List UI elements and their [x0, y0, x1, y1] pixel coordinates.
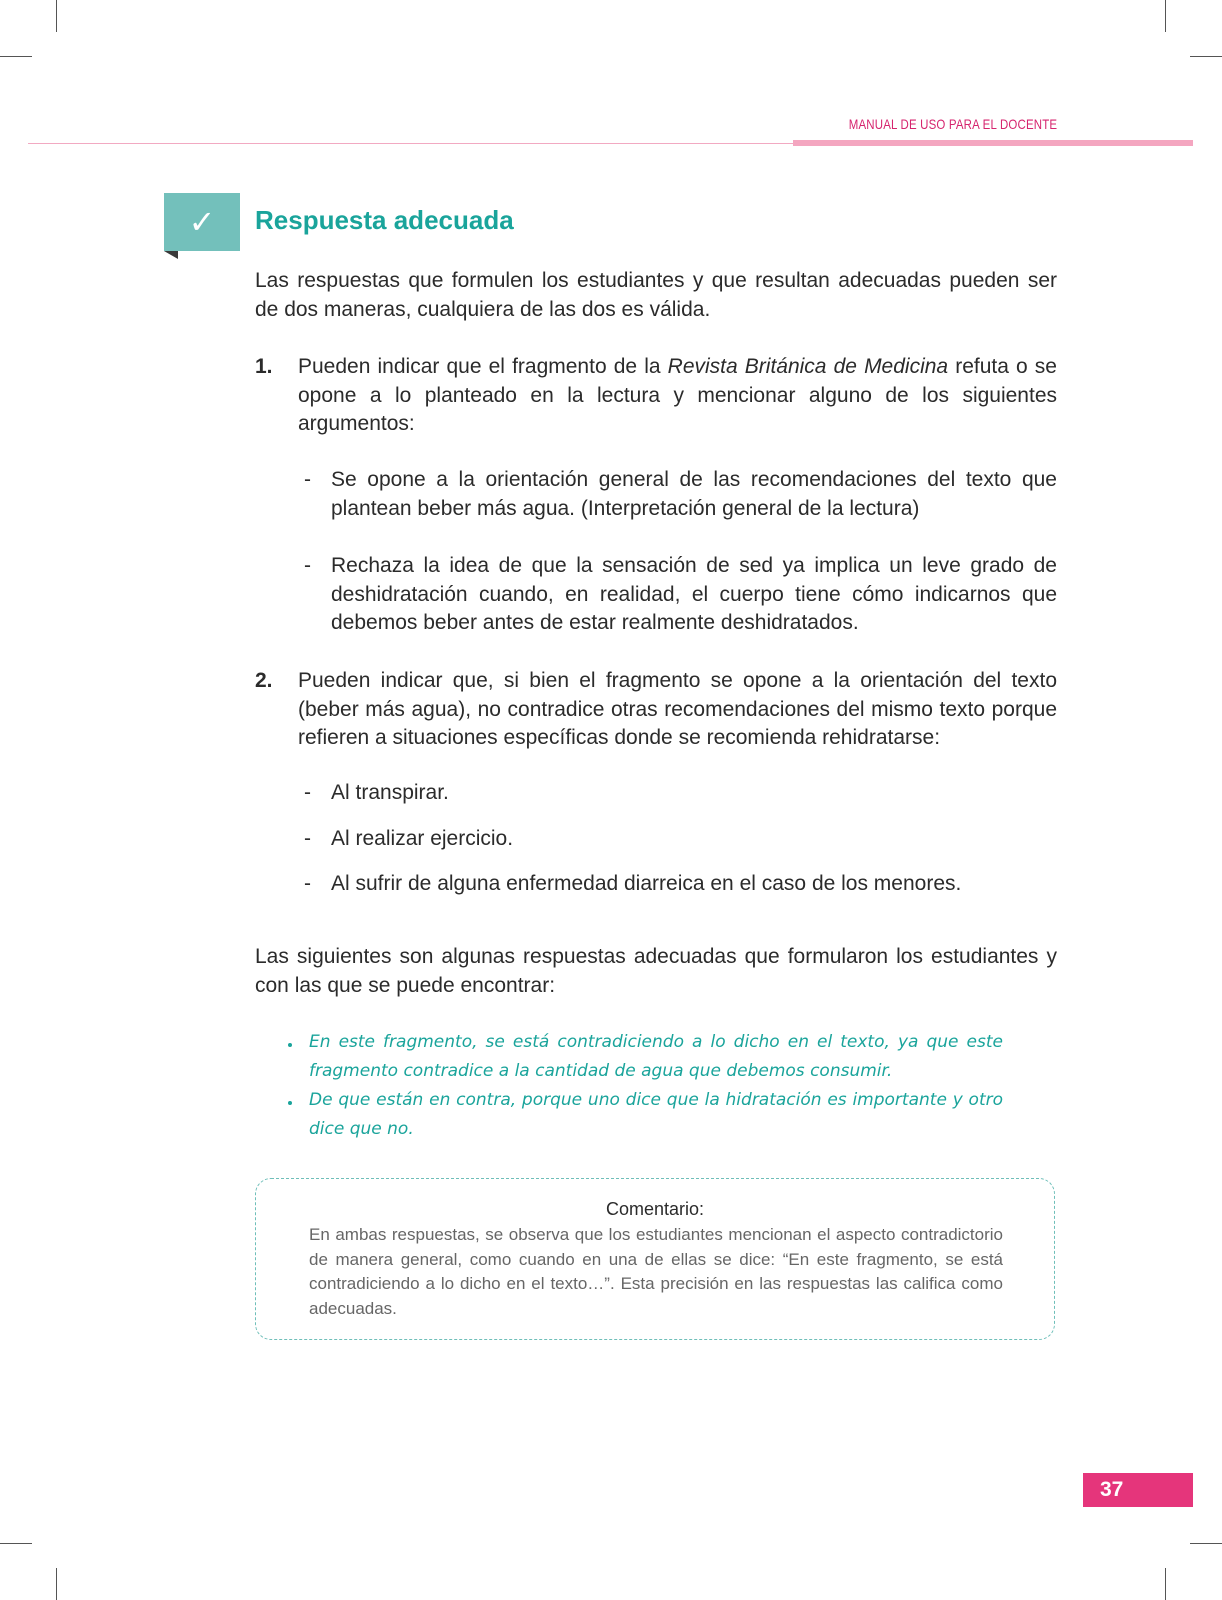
crop-mark [1165, 0, 1166, 32]
section-title: Respuesta adecuada [255, 205, 514, 235]
item-text [298, 353, 1057, 439]
bullet-dot [288, 1043, 292, 1047]
crop-mark [56, 1568, 57, 1600]
bullet-dot [288, 1101, 292, 1105]
list-item: Al transpirar. [331, 781, 449, 804]
page-number: 37 [1083, 1473, 1193, 1507]
list-item: Rechaza la idea de que la sensación de sed ya implica un leve grado de deshidratación cuando, en realidad, el cuerpo tiene cómo indicarnos que debemos beber antes de estar realmente deshidratados. [331, 554, 1057, 634]
crop-mark [0, 1543, 32, 1544]
crop-mark [1165, 1568, 1166, 1600]
running-header: MANUAL DE USO PARA EL DOCENTE [848, 116, 1057, 132]
badge-fold [164, 251, 178, 259]
bullet-dash: - [304, 468, 311, 491]
intro-paragraph: Las respuestas que formulen los estudiantes y que resultan adecuadas pueden ser de dos maneras, cualquiera de las dos es válida. [255, 269, 1057, 321]
bullet-dash: - [304, 781, 311, 804]
item-text-start: Pueden indicar que el fragmento de la [298, 355, 668, 378]
item-text: Pueden indicar que, si bien el fragmento se opone a la orientación del texto (beber más agua), no contradice otras recomendaciones del mismo texto porque refieren a situaciones específicas donde se recomienda rehidratarse: [298, 669, 1057, 749]
student-answer: En este fragmento, se está contradiciendo a lo dicho en el texto, ya que este fragmento contradice a la cantidad de agua que debemos consumir. [309, 1032, 1003, 1081]
journal-title: Revista Británica de Medicina [667, 355, 949, 378]
comment-title: Comentario: [605, 1199, 705, 1219]
bullet-dash: - [304, 554, 311, 577]
item-text-end: refuta o se opone a lo planteado en la lectura y mencionar alguno de los siguientes argumentos: [298, 355, 1057, 435]
crop-mark [1190, 56, 1222, 57]
bullet-dash: - [304, 872, 311, 895]
header-accent-bar [793, 140, 1193, 146]
student-answer: De que están en contra, porque uno dice que la hidratación es importante y otro dice que no. [309, 1090, 1003, 1139]
crop-mark [56, 0, 57, 32]
item-number: 1. [255, 355, 273, 378]
item-number: 2. [255, 669, 273, 692]
list-item: Se opone a la orientación general de las recomendaciones del texto que plantean beber más agua. (Interpretación general de la lectura) [331, 468, 1057, 520]
list-item: Al sufrir de alguna enfermedad diarreica en el caso de los menores. [331, 872, 962, 895]
crop-mark [1190, 1543, 1222, 1544]
bullet-dash: - [304, 827, 311, 850]
crop-mark [0, 56, 32, 57]
examples-intro: Las siguientes son algunas respuestas adecuadas que formularon los estudiantes y con las que se puede encontrar: [255, 945, 1057, 997]
list-item: Al realizar ejercicio. [331, 827, 514, 850]
check-icon: ✓ [164, 193, 240, 251]
comment-text: En ambas respuestas, se observa que los estudiantes mencionan el aspecto contradictorio de manera general, como cuando en una de ellas se dice: “En este fragmento, se está contradiciendo a lo dicho en el texto…”. Esta precisión en las respuestas las califica como adecuadas. [309, 1225, 1003, 1318]
